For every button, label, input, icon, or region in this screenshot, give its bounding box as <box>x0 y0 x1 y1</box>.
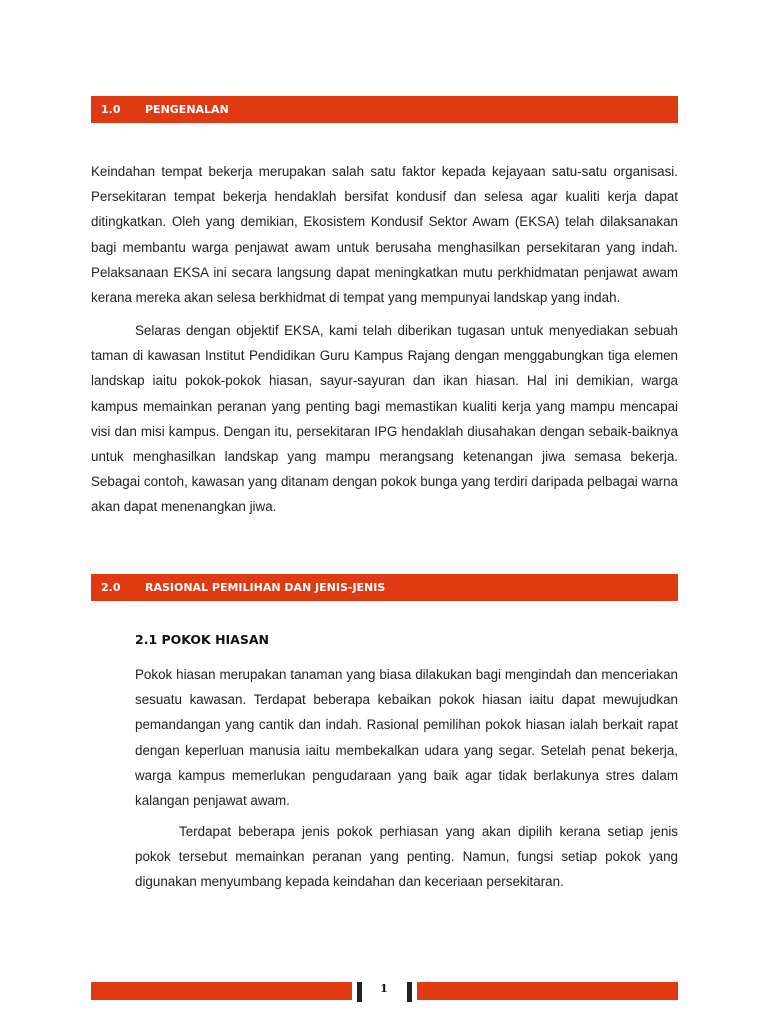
section-number: 1.0 <box>101 103 121 116</box>
section-header-rasional <box>91 574 678 601</box>
section-title: RASIONAL PEMILIHAN DAN JENIS-JENIS <box>145 581 386 594</box>
body-paragraph: Terdapat beberapa jenis pokok perhiasan yang akan dipilih kerana setiap jenis pokok tersebut memainkan peranan yang penting. Namun, fungsi setiap pokok yang digunakan menyumbang kepada keindahan dan keceriaan persekitaran. <box>135 824 678 890</box>
section-title: PENGENALAN <box>145 103 229 116</box>
body-paragraph: Pokok hiasan merupakan tanaman yang biasa dilakukan bagi mengindah dan menceriakan sesuatu kawasan. Terdapat beberapa kebaikan pokok hiasan iaitu dapat mewujudkan pemandangan yang cantik dan indah. Rasional pemilihan pokok hiasan ialah berkait rapat dengan keperluan manusia iaitu membekalkan udara yang segar. Setelah penat bekerja, warga kampus memerlukan pengudaraan yang baik agar tidak berlakunya stres dalam kalangan penjawat awam. <box>135 667 678 809</box>
footer-divider-right <box>407 982 412 1002</box>
footer-bar-left <box>91 982 352 1000</box>
body-paragraph: Selaras dengan objektif EKSA, kami telah diberikan tugasan untuk menyediakan sebuah taman di kawasan Institut Pendidikan Guru Kampus Rajang dengan menggabungkan tiga elemen landskap iaitu pokok-pokok hiasan, sayur-sayuran dan ikan hiasan. Hal ini demikian, warga kampus memainkan peranan yang penting bagi memastikan kualiti kerja yang mampu mencapai visi dan misi kampus. Dengan itu, persekitaran IPG hendaklah diusahakan dengan sebaik-baiknya untuk menghasilkan landskap yang mampu merangsang ketenangan jiwa semasa bekerja. Sebagai contoh, kawasan yang ditanam dengan pokok bunga yang terdiri daripada pelbagai warna akan dapat menenangkan jiwa. <box>91 323 678 515</box>
footer-bar-right <box>417 982 678 1000</box>
section-number: 2.0 <box>101 581 121 594</box>
subsection-heading: 2.1 POKOK HIASAN <box>135 632 269 647</box>
section-header-pengenalan <box>91 96 678 123</box>
body-paragraph: Keindahan tempat bekerja merupakan salah satu faktor kepada kejayaan satu-satu organisasi. Persekitaran tempat bekerja hendaklah bersifat kondusif dan selesa agar kualiti kerja dapat ditingkatkan. Oleh yang demikian, Ekosistem Kondusif Sektor Awam (EKSA) telah dilaksanakan bagi membantu warga penjawat awam untuk berusaha menghasilkan persekitaran yang indah. Pelaksanaan EKSA ini secara langsung dapat meningkatkan mutu perkhidmatan penjawat awam kerana mereka akan selesa berkhidmat di tempat yang mempunyai landskap yang indah. <box>91 164 678 306</box>
page-number: 1 <box>380 982 388 995</box>
